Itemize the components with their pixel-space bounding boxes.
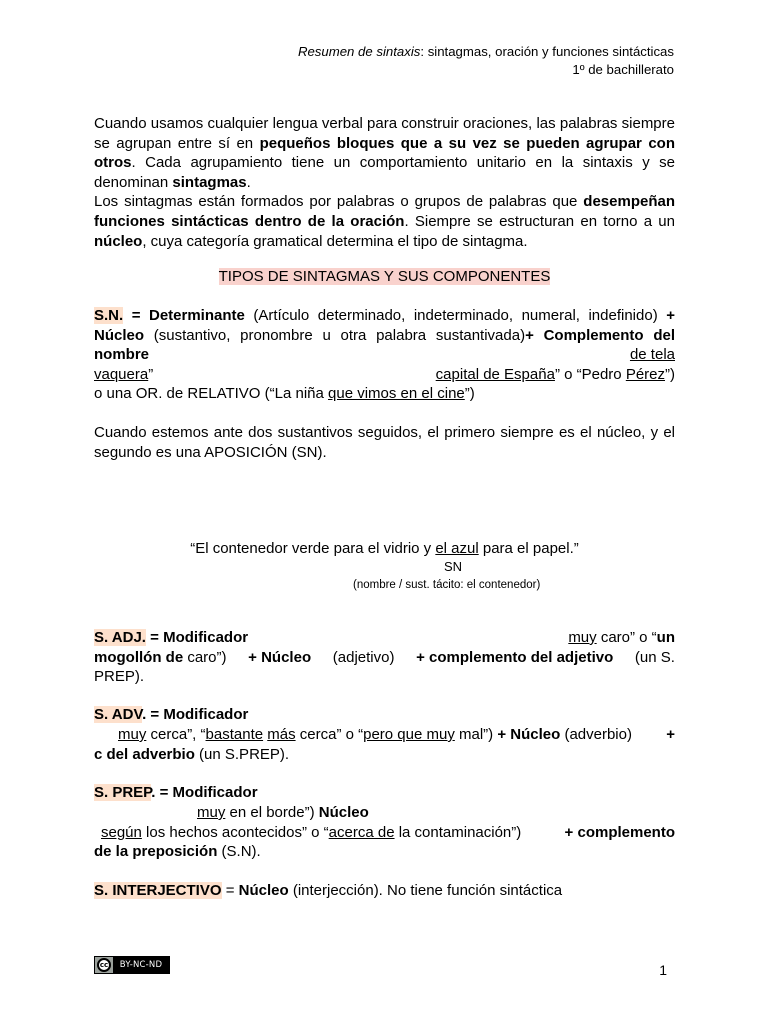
sadj-line-2: mogollón de caro”) + Núcleo (adjetivo) + complemento del adjetivo (un S. <box>94 649 675 666</box>
sprep-line-1: S. PREP. = Modificador <box>94 784 258 801</box>
sprep-line-2: muy en el borde”) Núcleo <box>197 804 369 821</box>
sadj-line-1: S. ADJ. = Modificador muy caro” o “un <box>94 629 675 646</box>
running-header <box>298 43 674 78</box>
sn-example-line-2: vaquera” capital de España” o “Pedro Pérez”) <box>94 366 675 383</box>
creative-commons-icon: cc <box>97 958 111 972</box>
example-sn-label: SN <box>444 559 463 574</box>
page-number: 1 <box>659 962 667 978</box>
sprep-line-4: de la preposición (S.N). <box>94 843 261 860</box>
sn-definition: S.N. = Determinante (Artículo determinado, indeterminado, numeral, indefinido) + Núcleo (sustantivo, pronombre u otra palabra sustantivada)+ Complemento del nombre <box>94 307 675 364</box>
example-sentence: “El contenedor verde para el vidrio y el azul para el papel.” <box>190 540 579 557</box>
header-title: Resumen de sintaxis: sintagmas, oración y funciones sintácticas <box>297 44 674 59</box>
sn-relative-line: o una OR. de RELATIVO (“La niña que vimos en el cine”) <box>94 385 475 402</box>
example-note: (nombre / sust. tácito: el contenedor) <box>353 579 541 591</box>
sn-label: S.N. <box>94 307 124 324</box>
apposition-paragraph: Cuando estemos ante dos sustantivos seguidos, el primero siempre es el núcleo, y el segundo es una APOSICIÓN (SN). <box>94 424 675 461</box>
sadj-line-3: PREP). <box>94 668 145 685</box>
sadv-line-1: S. ADV. = Modificador <box>94 706 249 723</box>
sprep-line-3: según los hechos acontecidos” o “acerca de la contaminación”) + complemento <box>101 824 675 841</box>
sadv-line-2: muy cerca”, “bastante más cerca” o “pero que muy mal”) + Núcleo (adverbio) + <box>118 726 675 743</box>
license-label: BY-NC-ND <box>113 957 169 973</box>
intro-paragraph: Cuando usamos cualquier lengua verbal para construir oraciones, las palabras siempre se agrupan entre sí en pequeños bloques que a su vez se pueden agrupar con otros. Cada agrupamiento tiene un comportamiento unitario en la sintaxis y se denominan sintagmas. Los sintagmas están formados por palabras o grupos de palabras que desempeñan funciones sintácticas dentro de la oración. Siempre se estructuran en torno a un núcleo, cuya categoría gramatical determina el tipo de sintagma. <box>94 115 675 250</box>
section-title: TIPOS DE SINTAGMAS Y SUS COMPONENTES <box>218 268 551 285</box>
sadv-line-3: c del adverbio (un S.PREP). <box>94 746 290 763</box>
sint-line: S. INTERJECTIVO = Núcleo (interjección). No tiene función sintáctica <box>94 882 563 899</box>
license-badge <box>94 956 170 974</box>
sn-example-line-1: de tela <box>629 346 675 363</box>
header-course: 1º de bachillerato <box>572 62 674 77</box>
